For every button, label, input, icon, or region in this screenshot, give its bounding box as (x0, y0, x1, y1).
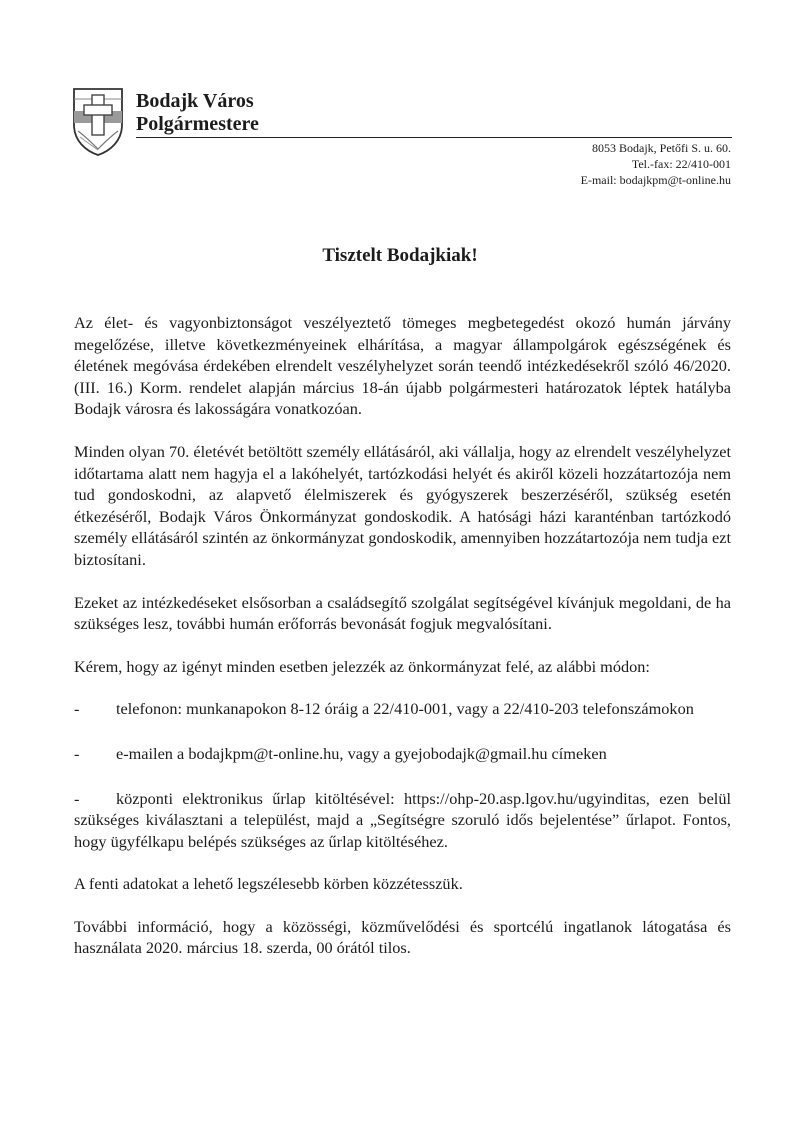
organization-line-2: Polgármestere (136, 113, 259, 135)
list-item-online-form (74, 788, 731, 853)
list-item-phone (74, 698, 731, 720)
salutation: Tisztelt Bodajkiak! (322, 245, 478, 266)
contact-telfax: Tel.-fax: 22/410-001 (631, 157, 731, 171)
bullet-dash: - (74, 699, 80, 719)
paragraph-3: Ezeket az intézkedéseket elsősorban a családsegítő szolgálat segítségével kívánjuk megoldani, de ha szükséges lesz, további humán erőforrás bevonását fogjuk megvalósítani. (74, 592, 731, 634)
bullet-dash: - (74, 788, 80, 808)
paragraph-1: Az élet- és vagyonbiztonságot veszélyeztető tömeges megbetegedést okozó humán járvány megelőzése, illetve következményeinek elhárítása, a magyar állampolgárok egészségének és életének megóvása érdekében elrendelt veszélyhelyzet során teendő intézkedésekről szóló 46/2020. (III. 16.) Korm. rendelet alapján március 18-án újabb polgármesteri határozatok léptek hatályba Bodajk városra és lakosságára vonatkozóan. (74, 313, 731, 419)
organization-name (136, 90, 259, 136)
paragraph-6: További információ, hogy a közösségi, közművelődési és sportcélú ingatlanok látogatása és használata 2020. március 18. szerda, 00 órától tilos. (74, 916, 731, 958)
paragraph-5: A fenti adatokat a lehető legszélesebb körben közzétesszük. (74, 874, 463, 894)
header-divider (136, 137, 732, 138)
paragraph-4: Kérem, hogy az igényt minden esetben jelezzék az önkormányzat felé, az alábbi módon: (74, 656, 650, 676)
bullet-text: telefonon: munkanapokon 8-12 óráig a 22/410-001, vagy a 22/410-203 telefonszámokon (116, 699, 694, 719)
contact-address: 8053 Bodajk, Petőfi S. u. 60. (591, 141, 731, 155)
bullet-dash: - (74, 743, 80, 763)
letter-body (74, 312, 731, 959)
contact-email: E-mail: bodajkpm@t-online.hu (580, 173, 731, 187)
list-item-email (74, 743, 731, 765)
bullet-text: e-mailen a bodajkpm@t-online.hu, vagy a gyejobodajk@gmail.hu címeken (116, 743, 607, 763)
organization-line-1: Bodajk Város (136, 90, 254, 112)
contact-block (581, 140, 731, 188)
paragraph-2: Minden olyan 70. életévét betöltött személy ellátásáról, aki vállalja, hogy az elrendelt veszélyhelyzet időtartama alatt nem hagyja el a lakóhelyét, tartózkodási helyét és akiről közeli hozzátartozója nem tud gondoskodni, az alapvető élelmiszerek és gyógyszerek beszerzéséről, szükség esetén étkezéséről, Bodajk Város Önkormányzat gondoskodik. A hatósági házi karanténban tartózkodó személy ellátásáról szintén az önkormányzat gondoskodik, amennyiben hozzátartozója nem tudja ezt biztosítani. (74, 441, 731, 569)
bullet-text: központi elektronikus űrlap kitöltésével: https://ohp-20.asp.lgov.hu/ugyinditas, ezen belül szükséges kiválasztani a települést, majd a „Segítségre szoruló idős bejelentése” űrlapot. Fontos, hogy ügyfélkapu belépés szükséges az űrlap kitöltéséhez. (74, 788, 731, 851)
coat-of-arms-icon (72, 87, 124, 157)
